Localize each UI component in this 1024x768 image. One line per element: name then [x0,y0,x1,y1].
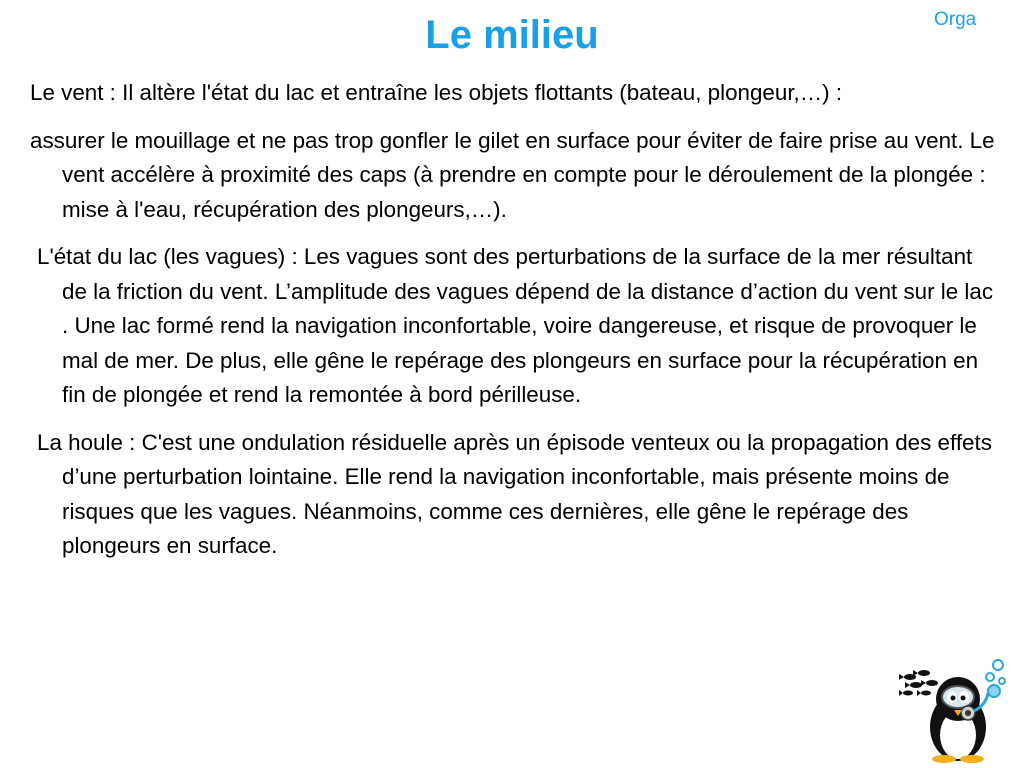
paragraph-wind: Le vent : Il altère l'état du lac et entraîne les objets flottants (bateau, plongeur,…) : [30,80,843,105]
diving-penguin-icon [896,655,1012,765]
slide-body [30,76,995,577]
paragraph-waves: L'état du lac (les vagues) : Les vagues sont des perturbations de la surface de la mer résultant de la friction du vent. L’amplitude des vagues dépend de la distance d’action du vent sur le lac . Une lac formé rend la navigation inconfortable, voire dangereuse, et risque de provoquer le mal de mer. De plus, elle gêne le repérage des plongeurs en surface pour la récupération en fin de plongée et rend la remontée à bord périlleuse. [37,244,994,407]
paragraph-mooring: assurer le mouillage et ne pas trop gonfler le gilet en surface pour éviter de faire prise au vent. Le vent accélère à proximité des caps (à prendre en compte pour le déroulement de la plongée : mise à l'eau, récupération des plongeurs,…). [30,127,995,222]
paragraph-swell: La houle : C'est une ondulation résiduelle après un épisode venteux ou la propagation des effets d’une perturbation lointaine. Elle rend la navigation inconfortable, mais présente moins de risques que les vagues. Néanmoins, comme ces dernières, elle gêne le repérage des plongeurs en surface. [37,429,992,558]
section-tag: Orga [934,9,977,30]
fish-school-icon [899,670,938,696]
slide-title: Le milieu [425,13,599,57]
